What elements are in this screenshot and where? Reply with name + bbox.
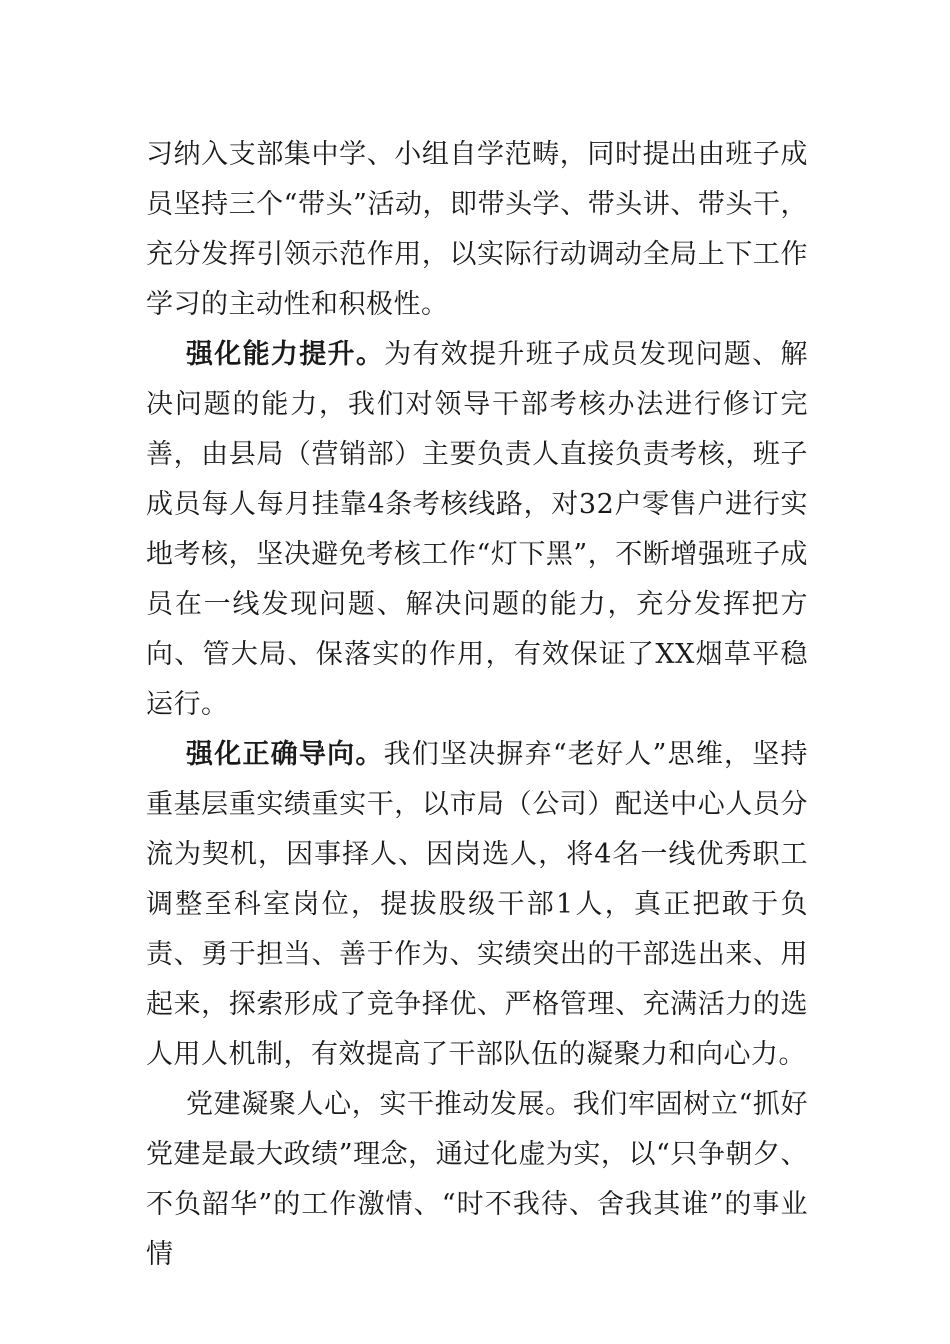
paragraph-lead-heading: 强化能力提升。 (186, 339, 385, 370)
paragraph-party-building (146, 1080, 808, 1280)
paragraph-lead-heading: 强化正确导向。 (186, 739, 384, 770)
paragraph-continuation (146, 130, 808, 330)
paragraph-text: 为有效提升班子成员发现问题、解决问题的能力，我们对领导干部考核办法进行修订完善，由县局（营销部）主要负责人直接负责考核，班子成员每人每月挂靠4条考核线路，对32户零售户进行实地考核，坚决避免考核工作“灯下黑”，不断增强班子成员在一线发现问题、解决问题的能力，充分发挥把方向、管大局、保落实的作用，有效保证了XX烟草平稳运行。 (146, 339, 809, 720)
paragraph-text: 我们坚决摒弃“老好人”思维，坚持重基层重实绩重实干，以市局（公司）配送中心人员分流为契机，因事择人、因岗选人，将4名一线优秀职工调整至科室岗位，提拔股级干部1人，真正把敢于负责、勇于担当、善于作为、实绩突出的干部选出来、用起来，探索形成了竞争择优、严格管理、充满活力的选人用人机制，有效提高了干部队伍的凝聚力和向心力。 (146, 739, 809, 1070)
paragraph-capability (146, 330, 808, 730)
paragraph-text: 习纳入支部集中学、小组自学范畴，同时提出由班子成员坚持三个“带头”活动，即带头学、带头讲、带头干，充分发挥引领示范作用，以实际行动调动全局上下工作学习的主动性和积极性。 (146, 139, 808, 320)
paragraph-text: 党建凝聚人心，实干推动发展。我们牢固树立“抓好党建是最大政绩”理念，通过化虚为实，以“只争朝夕、不负韶华”的工作激情、“时不我待、舍我其谁”的事业情 (146, 1089, 808, 1270)
paragraph-orientation (146, 730, 808, 1080)
document-body (146, 130, 808, 1280)
